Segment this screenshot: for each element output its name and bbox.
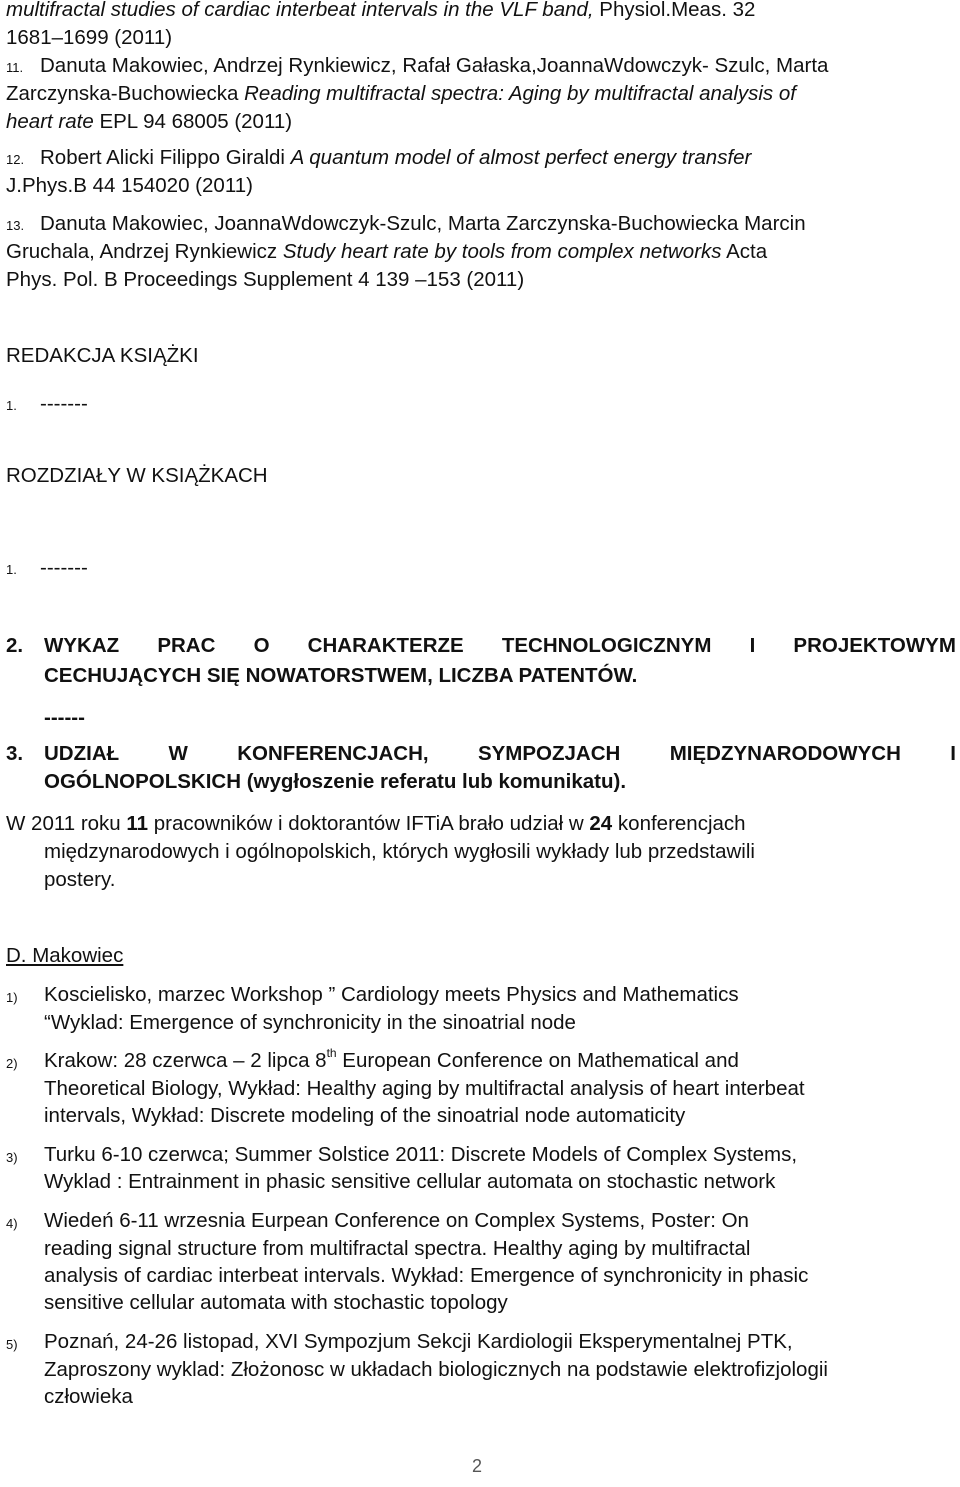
section2-heading-line2: CECHUJĄCYCH SIĘ NOWATORSTWEM, LICZBA PATENTÓW. <box>44 664 638 687</box>
ref12-authors: Robert Alicki Filippo Giraldi <box>40 146 291 169</box>
section2-number: 2. <box>6 634 24 657</box>
ref13-line3: Phys. Pol. B Proceedings Supplement 4 139 –153 (2011) <box>6 268 525 291</box>
conference-2-line1 <box>44 1047 739 1077</box>
ref10-line2: 1681–1699 (2011) <box>6 26 173 49</box>
conference-3-line2: Wyklad : Entrainment in phasic sensitive cellular automata on stochastic network <box>44 1170 776 1193</box>
section2-word: O <box>253 634 270 657</box>
ref11-line3 <box>6 108 292 136</box>
ordinal-superscript: th <box>326 1046 337 1060</box>
section3-word: UDZIAŁ <box>44 742 120 765</box>
ref12-line2: J.Phys.B 44 154020 (2011) <box>6 174 253 197</box>
redakcja-number: 1. <box>6 398 17 413</box>
ref13-number: 13. <box>6 218 25 233</box>
section3-heading-line2: OGÓLNOPOLSKICH (wygłoszenie referatu lub komunikatu). <box>44 770 627 793</box>
ref10-line1 <box>6 0 755 24</box>
section3-word: MIĘDZYNARODOWYCH <box>669 742 901 765</box>
rozdzialy-number: 1. <box>6 562 17 577</box>
ref10-title-text: multifractal studies of cardiac interbeat intervals in the VLF band, <box>6 0 594 21</box>
conference-5-number: 5) <box>6 1337 18 1352</box>
ref11-title-tail: heart rate <box>6 110 94 133</box>
section2-word: WYKAZ <box>44 634 120 657</box>
section3-heading-line1 <box>44 740 956 768</box>
page-number: 2 <box>472 1456 483 1476</box>
conference-1-line2: “Wyklad: Emergence of synchronicity in the sinoatrial node <box>44 1011 576 1034</box>
summary-staff-count: 11 <box>126 812 149 835</box>
section3-word: KONFERENCJACH, <box>237 742 429 765</box>
ref13-journal-start: Acta <box>721 240 768 263</box>
conference-2-title: European Conference on Mathematical and <box>336 1049 739 1072</box>
ref12-line1 <box>40 144 751 172</box>
section2-word: PROJEKTOWYM <box>793 634 956 657</box>
ref13-title-text: Study heart rate by tools from complex networks <box>282 240 722 263</box>
section3-word: W <box>168 742 188 765</box>
section3-word: SYMPOZJACH <box>477 742 621 765</box>
ref13-line1: Danuta Makowiec, JoannaWdowczyk-Szulc, Marta Zarczynska-Buchowiecka Marcin <box>40 212 806 235</box>
ref11-authors-tail: Zarczynska-Buchowiecka <box>6 82 245 105</box>
ref11-title-text: Reading multifractal spectra: Aging by multifractal analysis of <box>244 82 796 105</box>
conference-2-line3: intervals, Wykład: Discrete modeling of the sinoatrial node automaticity <box>44 1104 686 1127</box>
conference-3-number: 3) <box>6 1150 18 1165</box>
summary-line1 <box>6 810 746 838</box>
conference-4-number: 4) <box>6 1216 18 1231</box>
redakcja-heading: REDAKCJA KSIĄŻKI <box>6 344 199 367</box>
section3-number: 3. <box>6 742 24 765</box>
conference-2-line2: Theoretical Biology, Wykład: Healthy aging by multifractal analysis of heart interbeat <box>44 1077 805 1100</box>
ref12-number: 12. <box>6 152 25 167</box>
ref12-title-text: A quantum model of almost perfect energy transfer <box>290 146 752 169</box>
summary-line3: postery. <box>44 868 116 891</box>
summary-text: konferencjach <box>612 812 746 835</box>
conference-5-line1: Poznań, 24-26 listopad, XVI Sympozjum Sekcji Kardiologii Eksperymentalnej PTK, <box>44 1330 793 1353</box>
person-name: D. Makowiec <box>6 944 124 967</box>
section2-word: TECHNOLOGICZNYM <box>501 634 712 657</box>
ref11-line1: Danuta Makowiec, Andrzej Rynkiewicz, Rafał Gałaska,JoannaWdowczyk- Szulc, Marta <box>40 54 829 77</box>
section2-word: CHARAKTERZE <box>307 634 464 657</box>
summary-text: pracowników i doktorantów IFTiA brało udział w <box>148 812 590 835</box>
conference-5-line3: człowieka <box>44 1385 133 1408</box>
ref13-authors-tail: Gruchala, Andrzej Rynkiewicz <box>6 240 283 263</box>
conference-4-line4: sensitive cellular automata with stochastic topology <box>44 1291 508 1314</box>
ref10-journal-text: Physiol.Meas. 32 <box>593 0 756 21</box>
conference-5-line2: Zaproszony wyklad: Złożonosc w układach biologicznych na podstawie elektrofizjologii <box>44 1358 828 1381</box>
conference-1-line1: Koscielisko, marzec Workshop ” Cardiology meets Physics and Mathematics <box>44 983 739 1006</box>
section2-heading-line1 <box>44 632 956 660</box>
conference-4-line3: analysis of cardiac interbeat intervals. Wykład: Emergence of synchronicity in phasic <box>44 1264 809 1287</box>
section2-word: I <box>749 634 756 657</box>
redakcja-value: ------- <box>40 392 88 415</box>
section3-word: I <box>950 742 956 765</box>
rozdzialy-value: ------- <box>40 556 88 579</box>
summary-text: W 2011 roku <box>6 812 127 835</box>
conference-1-number: 1) <box>6 990 18 1005</box>
summary-line2: międzynarodowych i ogólnopolskich, których wygłosili wykłady lub przedstawili <box>44 840 755 863</box>
conference-2-number: 2) <box>6 1056 18 1071</box>
ref11-line2 <box>6 80 796 108</box>
section2-word: PRAC <box>157 634 216 657</box>
conference-4-line1: Wiedeń 6-11 wrzesnia Eurpean Conference on Complex Systems, Poster: On <box>44 1209 749 1232</box>
conference-3-line1: Turku 6-10 czerwca; Summer Solstice 2011: Discrete Models of Complex Systems, <box>44 1143 798 1166</box>
ref11-number: 11. <box>6 60 24 75</box>
conference-4-line2: reading signal structure from multifractal spectra. Healthy aging by multifractal <box>44 1237 751 1260</box>
section2-dashes: ------ <box>44 706 85 729</box>
rozdzialy-heading: ROZDZIAŁY W KSIĄŻKACH <box>6 464 268 487</box>
summary-conference-count: 24 <box>589 812 613 835</box>
conference-2-dates: Krakow: 28 czerwca – 2 lipca 8 <box>44 1049 327 1072</box>
ref11-journal-text: EPL 94 68005 (2011) <box>93 110 293 133</box>
ref13-line2 <box>6 238 767 266</box>
